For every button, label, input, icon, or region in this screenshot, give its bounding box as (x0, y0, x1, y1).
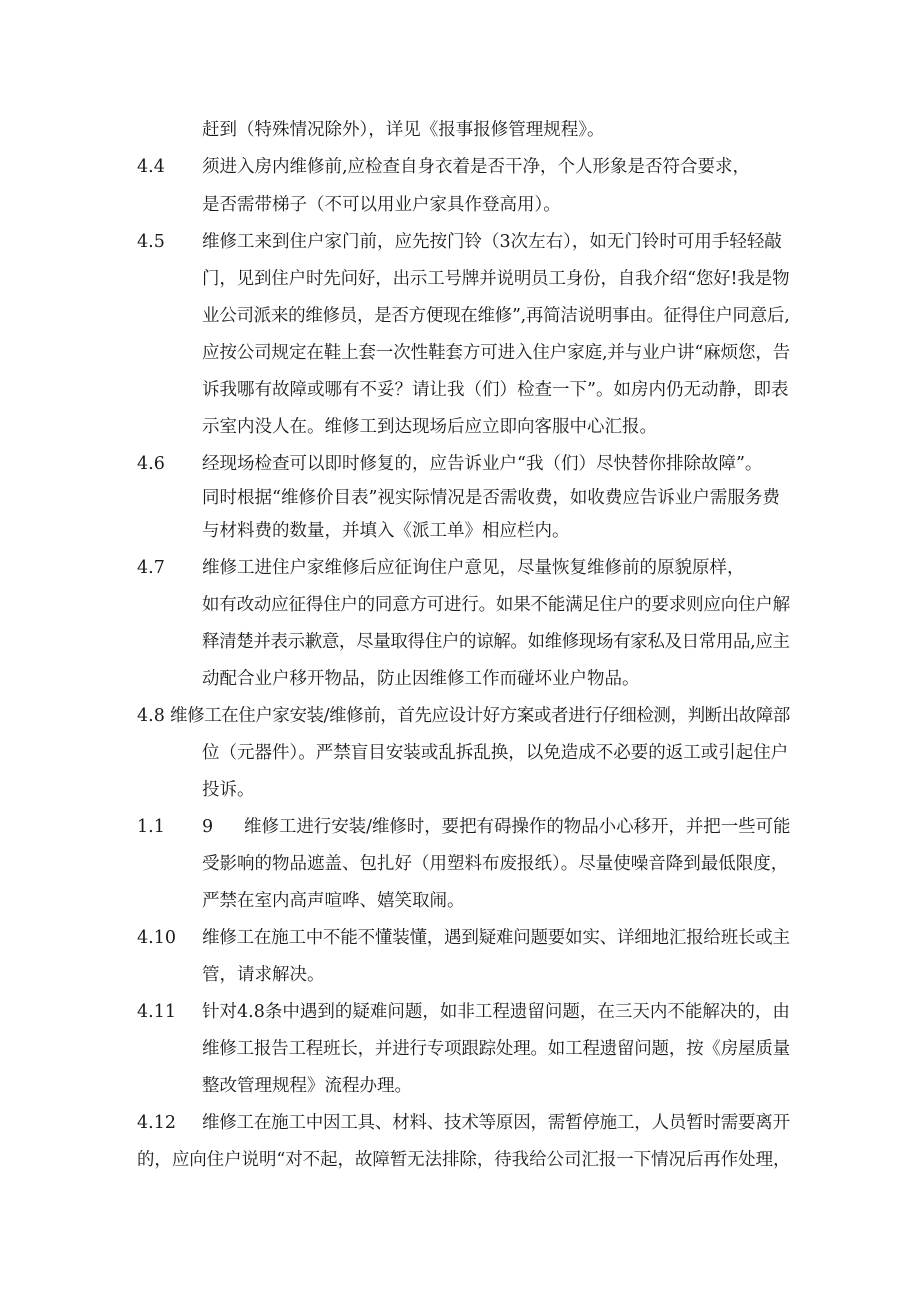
paragraph-line: 整改管理规程》流程办理。 (202, 1076, 412, 1096)
section-number: 4.8 (137, 706, 165, 726)
paragraph-line: 应按公司规定在鞋上套一次性鞋套方可进入住户家庭,并与业户讲“麻烦您，告 (202, 343, 791, 363)
paragraph-line: 位（元器件）。严禁盲目安装或乱拆乱换，以免造成不必要的返工或引起住户 (202, 743, 789, 763)
paragraph-line: 严禁在室内高声喧哗、嬉笑取闹。 (202, 891, 465, 911)
paragraph-line: 针对4.8条中遇到的疑难问题，如非工程遗留问题，在三天内不能解决的，由 (202, 1002, 790, 1022)
section-subnumber: 9 (202, 817, 214, 837)
paragraph-line: 门，见到住户时先问好，出示工号牌并说明员工身份，自我介绍“您好!我是物 (202, 269, 790, 289)
section-number: 4.6 (137, 454, 165, 474)
paragraph-line: 维修工在施工中不能不懂装懂，遇到疑难问题要如实、详细地汇报给班长或主 (202, 928, 790, 948)
paragraph-line: 维修工报告工程班长，并进行专项跟踪处理。如工程遗留问题，按《房屋质量 (202, 1039, 790, 1059)
paragraph-line: 动配合业户移开物品，防止因维修工作而碰坏业户物品。 (202, 669, 640, 689)
paragraph-line: 维修工在施工中因工具、材料、技术等原因，需暂停施工，人员暂时需要离开 (202, 1113, 790, 1133)
paragraph-line: 的，应向住户说明“对不起，故障暂无法排除，待我给公司汇报一下情况后再作处理， (137, 1150, 791, 1170)
paragraph-line: 投诉。 (202, 780, 255, 800)
section-number: 4.12 (137, 1113, 176, 1133)
paragraph-line: 如有改动应征得住户的同意方可进行。如果不能满足住户的要求则应向住户解 (202, 595, 790, 615)
section-number: 1.1 (137, 817, 165, 837)
paragraph-line: 维修工在住户家安装/维修前，首先应设计好方案或者进行仔细检测，判断出故障部 (170, 706, 790, 726)
section-number: 4.11 (137, 1002, 176, 1022)
paragraph-line: 管，请求解决。 (202, 965, 325, 985)
paragraph-line: 维修工进行安装/维修时，要把有碍操作的物品小心移开，并把一些可能 (244, 817, 791, 837)
paragraph-line: 释清楚并表示歉意，尽量取得住户的谅解。如维修现场有家私及日常用品,应主 (202, 632, 790, 652)
section-number: 4.10 (137, 928, 176, 948)
paragraph-line: 示室内没人在。维修工到达现场后应立即向客服中心汇报。 (202, 417, 657, 437)
paragraph-line: 同时根据“维修价目表”视实际情况是否需收费，如收费应告诉业户需服务费 (202, 488, 780, 508)
paragraph-line: 须进入房内维修前,应检查自身衣着是否干净，个人形象是否符合要求， (202, 157, 751, 177)
section-number: 4.5 (137, 232, 165, 252)
paragraph-line: 业公司派来的维修员，是否方便现在维修”,再简洁说明事由。征得住户同意后, (202, 306, 790, 326)
paragraph-line: 受影响的物品遮盖、包扎好（用塑料布废报纸）。尽量使噪音降到最低限度， (202, 854, 789, 874)
paragraph-line: 诉我哪有故障或哪有不妥？请让我（们）检查一下”。如房内仍无动静，即表 (202, 380, 789, 400)
paragraph-line: 是否需带梯子（不可以用业户家具作登高用）。 (202, 195, 561, 215)
paragraph-line: 与材料费的数量，并填入《派工单》相应栏内。 (202, 521, 570, 541)
paragraph-line: 维修工进住户家维修后应征询住户意见，尽量恢复维修前的原貌原样， (202, 558, 745, 578)
paragraph-line: 维修工来到住户家门前，应先按门铃（3次左右），如无门铃时可用手轻轻敲 (202, 232, 782, 252)
section-number: 4.4 (137, 157, 165, 177)
paragraph-line: 经现场检查可以即时修复的，应告诉业户“我（们）尽快替你排除故障”。 (202, 454, 763, 474)
section-number: 4.7 (137, 558, 165, 578)
paragraph-line: 赶到（特殊情况除外），详见《报事报修管理规程》。 (202, 120, 605, 140)
